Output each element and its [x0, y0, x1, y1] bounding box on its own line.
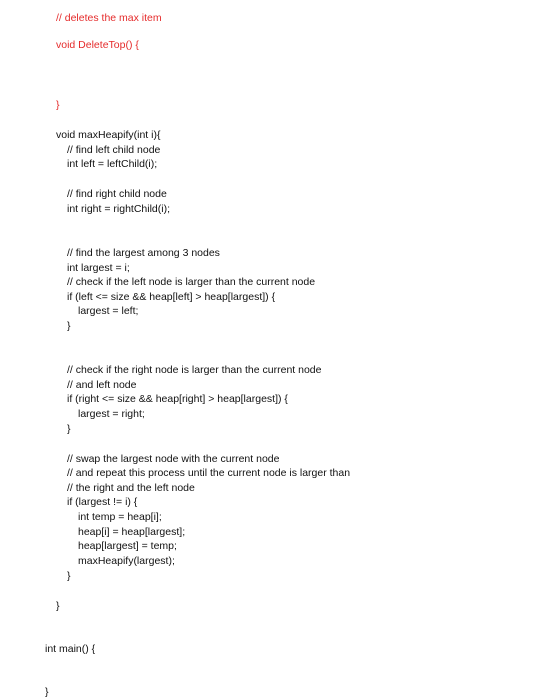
main-signature: int main() {: [45, 643, 96, 655]
assign-largest-right: largest = right;: [78, 408, 145, 420]
max-heapify-signature: void maxHeapify(int i){: [56, 129, 161, 141]
delete-top-comment: // deletes the max item: [56, 12, 162, 24]
max-heapify-close: }: [56, 600, 60, 612]
right-declaration: int right = rightChild(i);: [67, 203, 170, 215]
heap-i-assignment: heap[i] = heap[largest];: [78, 526, 186, 538]
close-if-right: }: [67, 423, 71, 435]
swap-comment-1: // swap the largest node with the current node: [67, 453, 280, 465]
check-right-comment-2: // and left node: [67, 379, 137, 391]
delete-top-signature: void DeleteTop() {: [56, 39, 139, 51]
find-right-comment: // find right child node: [67, 188, 167, 200]
find-left-comment: // find left child node: [67, 144, 161, 156]
heap-largest-assignment: heap[largest] = temp;: [78, 540, 177, 552]
largest-comment: // find the largest among 3 nodes: [67, 247, 220, 259]
recursive-heapify-call: maxHeapify(largest);: [78, 555, 175, 567]
swap-comment-2: // and repeat this process until the current node is larger than: [67, 467, 351, 479]
largest-declaration: int largest = i;: [67, 262, 130, 274]
main-close: }: [45, 686, 49, 698]
close-if-largest: }: [67, 570, 71, 582]
swap-comment-3: // the right and the left node: [67, 482, 195, 494]
check-left-comment: // check if the left node is larger than the current node: [67, 276, 316, 288]
assign-largest-left: largest = left;: [78, 305, 139, 317]
left-declaration: int left = leftChild(i);: [67, 158, 158, 170]
delete-top-close: }: [56, 99, 60, 111]
close-if-left: }: [67, 320, 71, 332]
if-left-statement: if (left <= size && heap[left] > heap[largest]) {: [67, 291, 276, 303]
temp-declaration: int temp = heap[i];: [78, 511, 162, 523]
if-largest-statement: if (largest != i) {: [67, 496, 138, 508]
if-right-statement: if (right <= size && heap[right] > heap[largest]) {: [67, 393, 288, 405]
check-right-comment-1: // check if the right node is larger than the current node: [67, 364, 322, 376]
